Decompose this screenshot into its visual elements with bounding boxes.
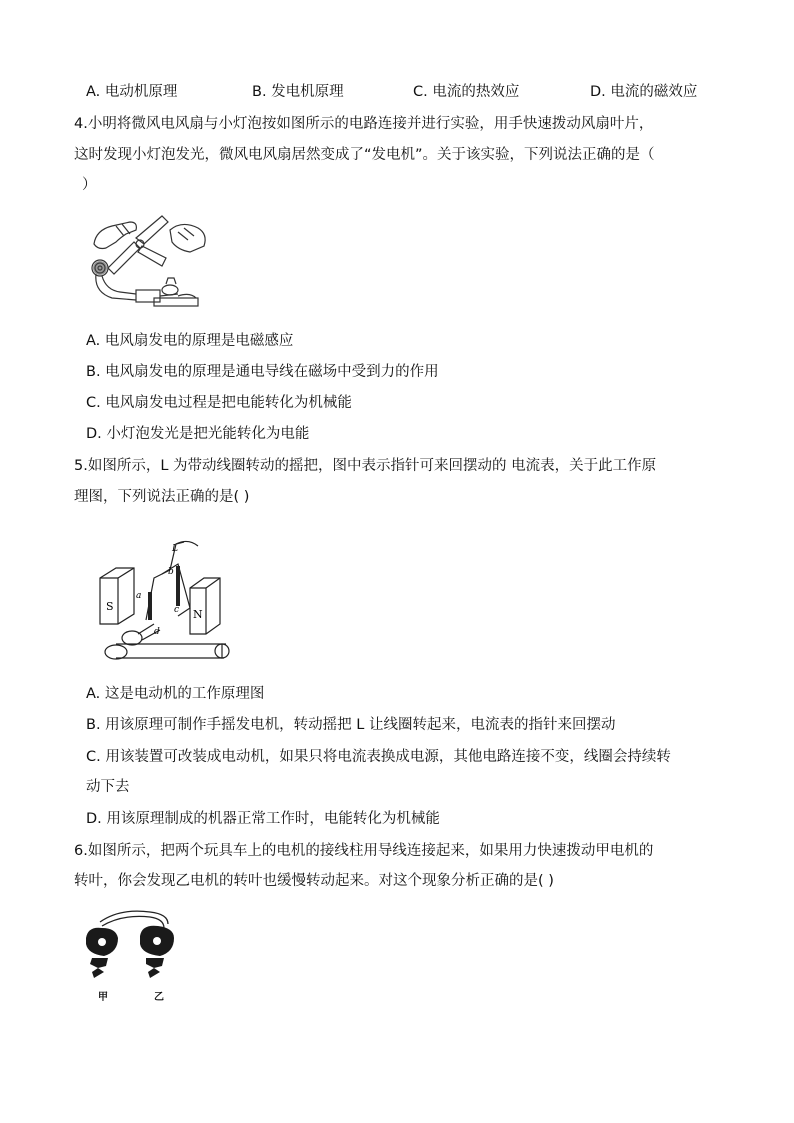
- q5-option-c-line2: 动下去: [86, 779, 130, 795]
- q5-fig-label-l: L: [172, 544, 178, 554]
- q4-option-a: A. 电风扇发电的原理是电磁感应: [86, 333, 294, 349]
- q4-figure-fan-circuit: [86, 212, 216, 312]
- q3-option-b: B. 发电机原理: [252, 84, 344, 100]
- q5-option-c-line1: C. 用该装置可改装成电动机，如果只将电流表换成电源，其他电路连接不变，线圈会持续转: [86, 749, 671, 765]
- q5-figure-generator: [96, 538, 241, 663]
- q4-option-c: C. 电风扇发电过程是把电能转化为机械能: [86, 395, 352, 411]
- q4-option-d: D. 小灯泡发光是把光能转化为电能: [86, 426, 310, 442]
- q5-fig-label-a: a: [136, 591, 142, 601]
- q3-option-c: C. 电流的热效应: [413, 84, 520, 100]
- q4-option-b: B. 电风扇发电的原理是通电导线在磁场中受到力的作用: [86, 364, 439, 380]
- q3-option-a: A. 电动机原理: [86, 84, 178, 100]
- q5-stem-line1: 5.如图所示，L 为带动线圈转动的摇把，图中表示指针可来回摆动的 电流表，关于此工作原: [74, 458, 657, 474]
- q5-stem-line2: 理图，下列说法正确的是( ): [74, 489, 250, 505]
- q4-stem-line2: 这时发现小灯泡发光，微风电风扇居然变成了“发电机”。关于该实验，下列说法正确的是（: [74, 147, 655, 163]
- q5-fig-label-s: S: [106, 600, 114, 613]
- q5-fig-label-n: N: [193, 608, 203, 621]
- q3-option-d: D. 电流的磁效应: [590, 84, 698, 100]
- q5-option-a: A. 这是电动机的工作原理图: [86, 686, 265, 702]
- q5-fig-label-c: c: [174, 605, 180, 615]
- q6-stem-line1: 6.如图所示，把两个玩具车上的电机的接线柱用导线连接起来，如果用力快速拨动甲电机的: [74, 843, 654, 859]
- q4-stem-line1: 4.小明将微风电风扇与小灯泡按如图所示的电路连接并进行实验，用手快速拨动风扇叶片，: [74, 116, 654, 132]
- q5-option-b: B. 用该原理可制作手摇发电机，转动摇把 L 让线圈转起来，电流表的指针来回摆动: [86, 717, 616, 733]
- q6-figure-two-motors: [80, 906, 190, 1006]
- q4-stem-line3: ）: [82, 177, 97, 193]
- q6-stem-line2: 转叶，你会发现乙电机的转叶也缓慢转动起来。对这个现象分析正确的是( ): [74, 873, 554, 889]
- q5-option-d: D. 用该原理制成的机器正常工作时，电能转化为机械能: [86, 811, 440, 827]
- q6-fig-label-yi: 乙: [154, 992, 164, 1003]
- q6-fig-label-jia: 甲: [98, 992, 108, 1003]
- q5-fig-label-d: d: [154, 627, 160, 637]
- q5-fig-label-b: b: [168, 567, 174, 577]
